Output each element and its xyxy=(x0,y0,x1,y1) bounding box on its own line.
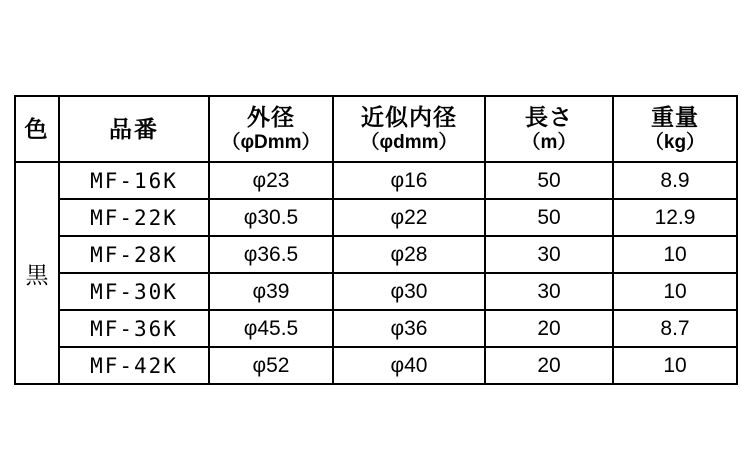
header-label-outer-diameter: 外径 xyxy=(247,103,295,130)
table-body xyxy=(15,162,737,384)
header-cell-part-number xyxy=(59,96,209,162)
header-label-length: 長さ xyxy=(525,103,573,130)
cell-length: 20 xyxy=(485,347,613,384)
cell-weight: 10 xyxy=(613,273,737,310)
cell-outer-diameter: φ52 xyxy=(209,347,333,384)
cell-length: 50 xyxy=(485,162,613,199)
color-group-cell: 黒 xyxy=(15,162,59,384)
header-label-weight: 重量 xyxy=(651,103,699,130)
cell-weight: 10 xyxy=(613,236,737,273)
cell-outer-diameter: φ39 xyxy=(209,273,333,310)
cell-part-number: MF-42K xyxy=(59,347,209,384)
table-row xyxy=(15,199,737,236)
cell-inner-diameter: φ22 xyxy=(333,199,485,236)
table-row xyxy=(15,347,737,384)
cell-part-number: MF-28K xyxy=(59,236,209,273)
header-unit-inner-diameter: （φdmm） xyxy=(360,132,458,154)
cell-part-number: MF-22K xyxy=(59,199,209,236)
table-row xyxy=(15,310,737,347)
table-row xyxy=(15,236,737,273)
header-cell-length xyxy=(485,96,613,162)
header-cell-outer-diameter xyxy=(209,96,333,162)
cell-length: 30 xyxy=(485,236,613,273)
cell-length: 30 xyxy=(485,273,613,310)
cell-weight: 10 xyxy=(613,347,737,384)
cell-inner-diameter: φ16 xyxy=(333,162,485,199)
cell-inner-diameter: φ28 xyxy=(333,236,485,273)
header-unit-length: （m） xyxy=(521,132,577,154)
cell-part-number: MF-16K xyxy=(59,162,209,199)
cell-weight: 8.9 xyxy=(613,162,737,199)
cell-part-number: MF-36K xyxy=(59,310,209,347)
cell-inner-diameter: φ40 xyxy=(333,347,485,384)
cell-weight: 12.9 xyxy=(613,199,737,236)
cell-length: 50 xyxy=(485,199,613,236)
header-row xyxy=(15,96,737,162)
header-label-part-number: 品番 xyxy=(109,115,159,142)
header-label-inner-diameter: 近似内径 xyxy=(361,103,457,130)
table-row xyxy=(15,162,737,199)
header-label-color: 色 xyxy=(24,115,50,142)
header-unit-weight: （kg） xyxy=(644,132,706,154)
cell-inner-diameter: φ36 xyxy=(333,310,485,347)
spec-table-container xyxy=(14,95,736,385)
cell-weight: 8.7 xyxy=(613,310,737,347)
table-row xyxy=(15,273,737,310)
header-cell-inner-diameter xyxy=(333,96,485,162)
cell-outer-diameter: φ36.5 xyxy=(209,236,333,273)
cell-length: 20 xyxy=(485,310,613,347)
header-cell-weight xyxy=(613,96,737,162)
header-cell-color xyxy=(15,96,59,162)
header-unit-outer-diameter: （φDmm） xyxy=(221,132,321,154)
cell-outer-diameter: φ45.5 xyxy=(209,310,333,347)
table-header xyxy=(15,96,737,162)
cell-part-number: MF-30K xyxy=(59,273,209,310)
cell-inner-diameter: φ30 xyxy=(333,273,485,310)
cell-outer-diameter: φ30.5 xyxy=(209,199,333,236)
specification-table xyxy=(14,95,738,385)
cell-outer-diameter: φ23 xyxy=(209,162,333,199)
